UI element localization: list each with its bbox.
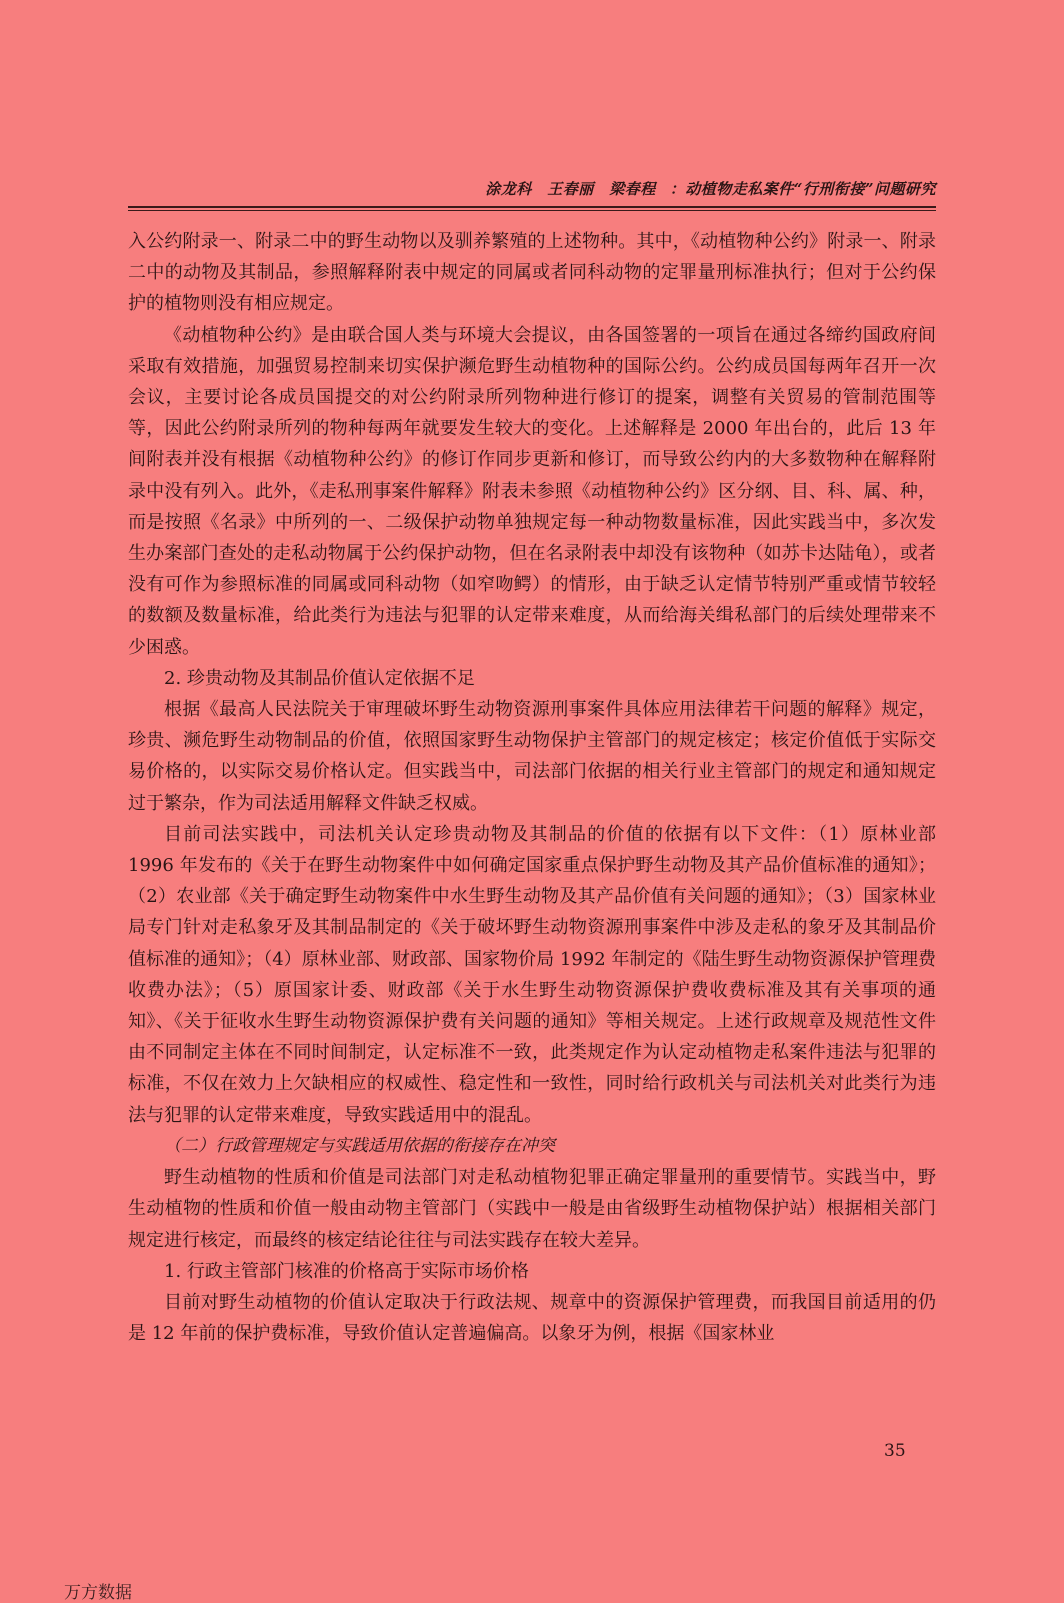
paragraph-continued: 入公约附录一、附录二中的野生动物以及驯养繁殖的上述物种。其中，《动植物种公约》附录一、附录二中的动物及其制品，参照解释附表中规定的同属或者同科动物的定罪量刑标准执行；但对于公约保护的植物则没有相应规定。 bbox=[128, 231, 936, 315]
paragraph: 目前司法实践中，司法机关认定珍贵动物及其制品的价值的依据有以下文件：（1）原林业部 1996 年发布的《关于在野生动物案件中如何确定国家重点保护野生动物及其产品价值标准的通知》；（2）农业部《关于确定野生动物案件中水生野生动物及其产品价值有关问题的通知》；（3）国家林业局专门针对走私象牙及其制品制定的《关于破坏野生动物资源刑事案件中涉及走私的象牙及其制品价值标准的通知》；（4）原林业部、财政部、国家物价局 1992 年制定的《陆生野生动物资源保护管理费收费办法》；（5）原国家计委、财政部《关于水生野生动物资源保护费收费标准及其有关事项的通知》、《关于征收水生野生动物资源保护费有关问题的通知》等相关规定。上述行政规章及规范性文件由不同制定主体在不同时间制定，认定标准不一致，此类规定作为认定动植物走私案件违法与犯罪的标准，不仅在效力上欠缺相应的权威性、稳定性和一致性，同时给行政机关与司法机关对此类行为违法与犯罪的认定带来难度，导致实践适用中的混乱。 bbox=[128, 823, 936, 1126]
header-authors: 涂龙科 王春丽 梁春程 bbox=[485, 180, 656, 198]
paragraph: 《动植物种公约》是由联合国人类与环境大会提议，由各国签署的一项旨在通过各缔约国政府间采取有效措施，加强贸易控制来切实保护濒危野生动植物种的国际公约。公约成员国每两年召开一次会议，主要讨论各成员国提交的对公约附录所列物种进行修订的提案，调整有关贸易的管制范围等等，因此公约附录所列的物种每两年就要发生较大的变化。上述解释是 2000 年出台的，此后 13 年间附表并没有根据《动植物种公约》的修订作同步更新和修订，而导致公约内的大多数物种在解释附录中没有列入。此外，《走私刑事案件解释》附表未参照《动植物种公约》区分纲、目、科、属、种，而是按照《名录》中所列的一、二级保护动物单独规定每一种动物数量标准，因此实践当中，多次发生办案部门查处的走私动物属于公约保护动物，但在名录附表中却没有该物种（如苏卡达陆龟），或者没有可作为参照标准的同属或同科动物（如窄吻鳄）的情形，由于缺乏认定情节特别严重或情节较轻的数额及数量标准，给此类行为违法与犯罪的认定带来难度，从而给海关缉私部门的后续处理带来不少困惑。 bbox=[128, 324, 936, 658]
header-rule-thin bbox=[128, 210, 936, 211]
watermark: 万方数据 bbox=[64, 1583, 132, 1603]
header-title: ：动植物走私案件“行刑衔接”问题研究 bbox=[669, 180, 936, 198]
section-heading: （二）行政管理规定与实践适用依据的衔接存在冲突 bbox=[164, 1135, 555, 1156]
page-number: 35 bbox=[884, 1441, 906, 1461]
subheading: 2. 珍贵动物及其制品价值认定依据不足 bbox=[164, 667, 475, 689]
header-rule bbox=[128, 206, 936, 208]
paragraph: 目前对野生动植物的价值认定取决于行政法规、规章中的资源保护管理费，而我国目前适用的仍是 12 年前的保护费标准，导致价值认定普遍偏高。以象牙为例，根据《国家林业 bbox=[128, 1291, 936, 1345]
subheading: 1. 行政主管部门核准的价格高于实际市场价格 bbox=[164, 1260, 529, 1282]
body-text bbox=[128, 226, 936, 1349]
paragraph: 根据《最高人民法院关于审理破坏野生动物资源刑事案件具体应用法律若干问题的解释》规定，珍贵、濒危野生动物制品的价值，依照国家野生动物保护主管部门的规定核定；核定价值低于实际交易价格的，以实际交易价格认定。但实践当中，司法部门依据的相关行业主管部门的规定和通知规定过于繁杂，作为司法适用解释文件缺乏权威。 bbox=[128, 699, 936, 814]
paragraph: 野生动植物的性质和价值是司法部门对走私动植物犯罪正确定罪量刑的重要情节。实践当中，野生动植物的性质和价值一般由动物主管部门（实践中一般是由省级野生动植物保护站）根据相关部门规定进行核定，而最终的核定结论往往与司法实践存在较大差异。 bbox=[128, 1167, 936, 1251]
running-header bbox=[485, 178, 936, 199]
